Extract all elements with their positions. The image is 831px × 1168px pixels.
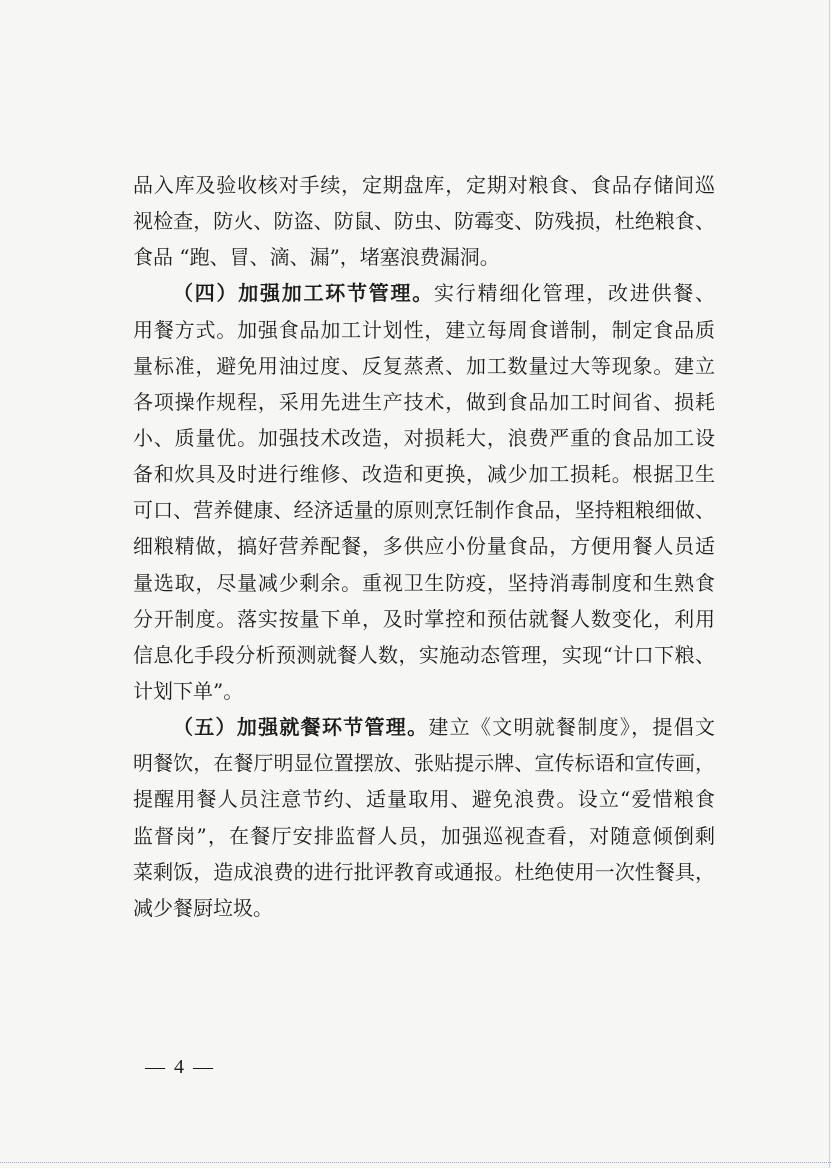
text-line: 小、质量优。加强技术改造，对损耗大，浪费严重的食品加工设 [133,425,715,450]
section-first-line [133,709,715,745]
text-line: 量标准，避免用油过度、反复蒸煮、加工数量过大等现象。建立 [133,353,715,378]
text-line: 各项操作规程，采用先进生产技术，做到食品加工时间省、损耗 [133,389,715,414]
text-fragment: 建立《文明就餐制度》，提倡文 [428,715,715,740]
text-fragment: 实行精细化管理，改进供餐、 [434,281,715,306]
text-line: 监督岗”，在餐厅安排监督人员，加强巡视查看，对随意倾倒剩 [133,823,715,848]
text-line: 提醒用餐人员注意节约、适量取用、避免浪费。设立“爱惜粮食 [133,787,715,812]
scan-edge-rule [0,1162,831,1163]
text-line: 备和炊具及时进行维修、改造和更换，减少加工损耗。根据卫生 [133,462,715,487]
section-heading-5: （五）加强就餐环节管理。 [173,715,429,740]
text-line: 可口、营养健康、经济适量的原则烹饪制作食品，坚持粗粮细做、 [133,498,715,523]
text-line: 用餐方式。加强食品加工计划性，建立每周食谱制，制定食品质 [133,317,715,342]
text-line: 计划下单”。 [133,678,244,703]
text-line: 细粮精做，搞好营养配餐，多供应小份量食品，方便用餐人员适 [133,534,715,559]
section-first-line [133,275,715,311]
text-line: 信息化手段分析预测就餐人数，实施动态管理，实现“计口下粮、 [133,642,715,667]
text-line: 减少餐厨垃圾。 [133,895,273,920]
text-line: 视检查，防火、防盗、防鼠、防虫、防霉变、防残损，杜绝粮食、 [133,209,715,234]
text-line: 菜剩饭，造成浪费的进行批评教育或通报。杜绝使用一次性餐具， [133,859,715,884]
scan-edge-border [829,0,830,1168]
text-line: 量选取，尽量减少剩余。重视卫生防疫，坚持消毒制度和生熟食 [133,570,715,595]
document-body [133,167,715,926]
text-line: 明餐饮，在餐厅明显位置摆放、张贴提示牌、宣传标语和宣传画， [133,751,715,776]
page-number: — 4 — [145,1056,215,1078]
text-line: 食品 “跑、冒、滴、漏”，堵塞浪费漏洞。 [133,245,500,270]
section-heading-4: （四）加强加工环节管理。 [173,281,434,306]
text-line: 分开制度。落实按量下单，及时掌控和预估就餐人数变化，利用 [133,606,715,631]
text-line: 品入库及验收核对手续，定期盘库，定期对粮食、食品存储间巡 [133,173,715,197]
